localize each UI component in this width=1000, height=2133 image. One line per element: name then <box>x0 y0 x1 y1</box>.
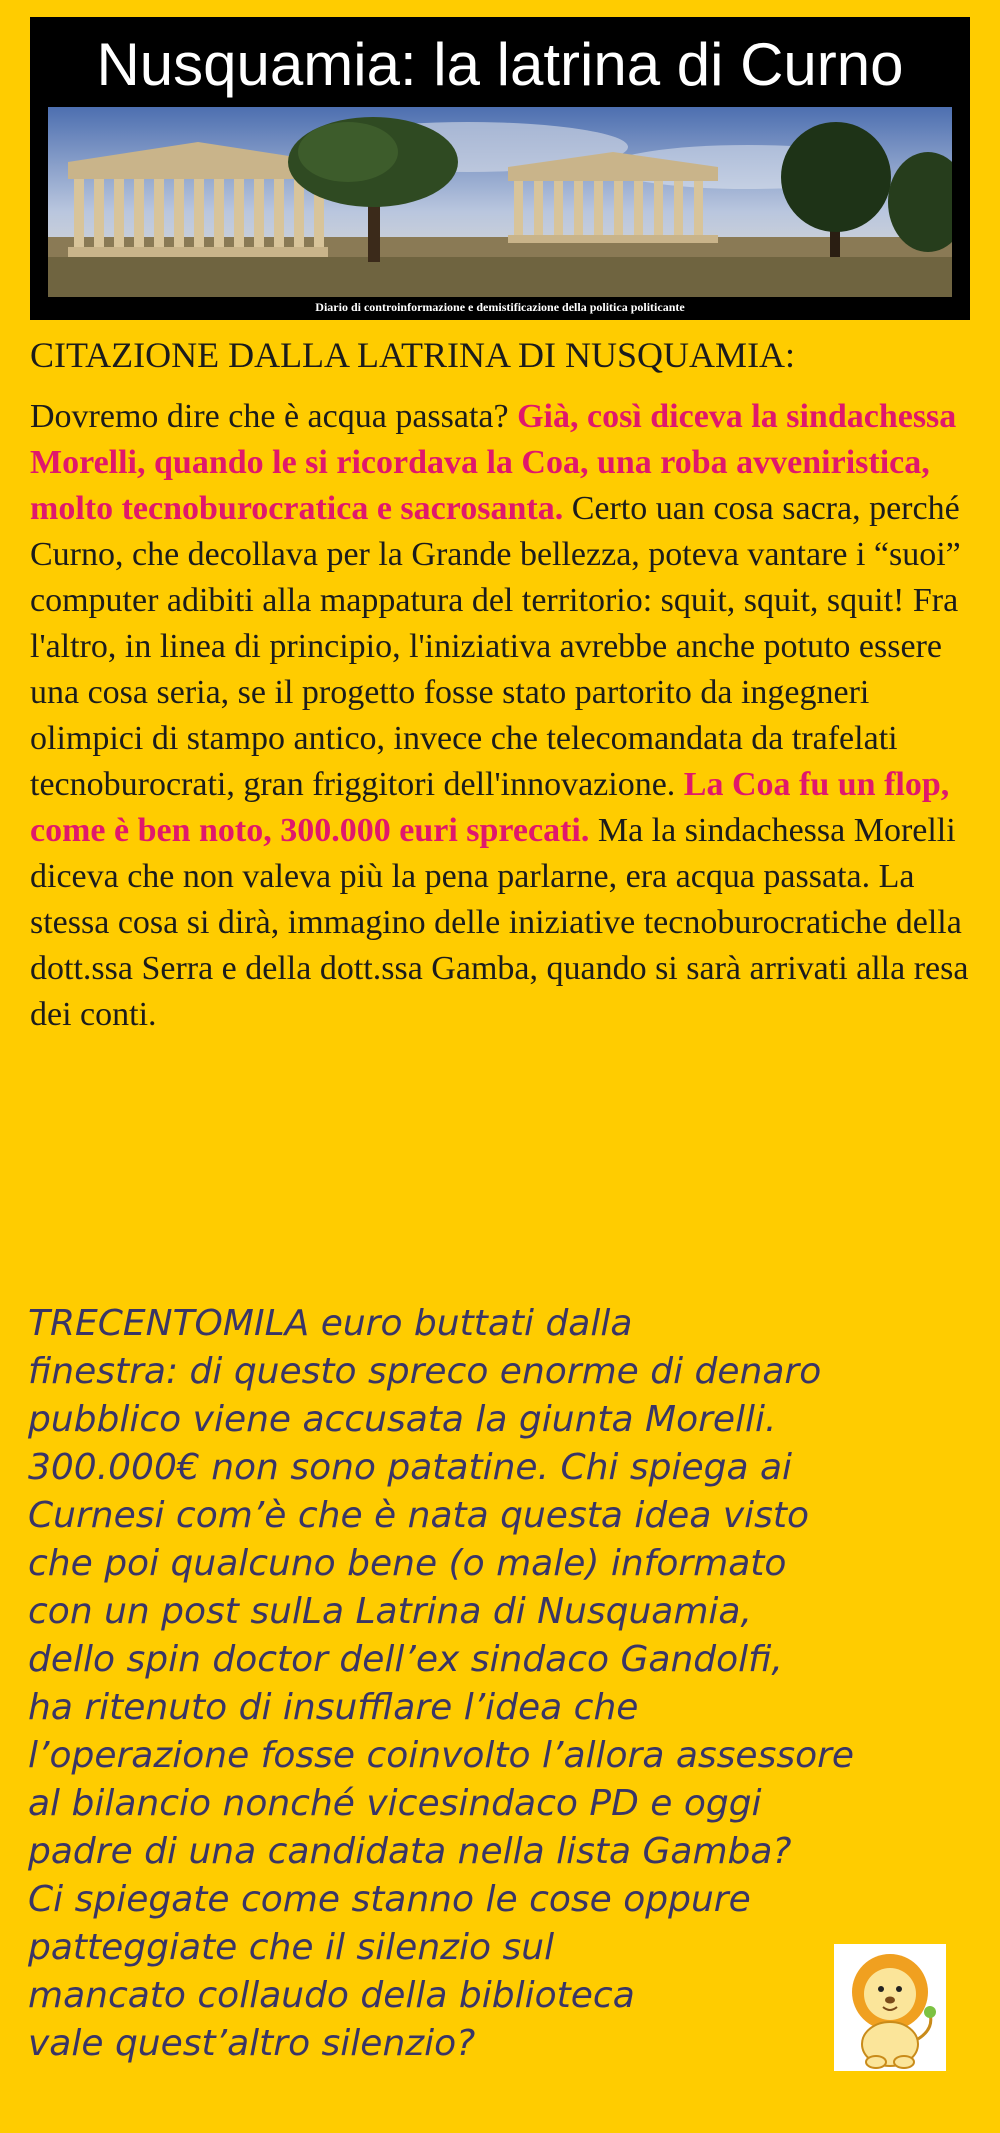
comment-line: TRECENTOMILA euro buttati dalla <box>28 1303 633 1344</box>
highlight-1: Già, così diceva la sindachessa Morelli, quando le si ricordava la Coa, una roba avveniristica, molto tecnoburocratica e sacrosanta. <box>30 398 957 527</box>
comment-line: mancato collaudo della biblioteca <box>28 1975 635 2016</box>
comment-line: pubblico viene accusata la giunta Morelli. <box>28 1399 777 1440</box>
comment-line: patteggiate che il silenzio sul <box>28 1927 555 1968</box>
article-body <box>30 394 980 1038</box>
comment-line: con un post sulLa Latrina di Nusquamia, <box>28 1591 752 1632</box>
quote-heading: CITAZIONE DALLA LATRINA DI NUSQUAMIA: <box>30 335 796 375</box>
comment-line: 300.000€ non sono patatine. Chi spiega ai <box>28 1447 793 1488</box>
comment-line: ha ritenuto di insufflare l’idea che <box>28 1687 639 1728</box>
highlight-2: La Coa fu un flop, come è ben noto, 300.000 euri sprecati. <box>30 766 950 849</box>
lion-icon <box>834 1944 946 2071</box>
banner-caption: Diario di controinformazione e demistificazione della politica politicante <box>315 300 685 314</box>
body-text-1: Dovremo dire che è acqua passata? <box>30 398 518 435</box>
banner-title: Nusquamia: la latrina di Curno <box>96 31 904 98</box>
comment-line: vale quest’altro silenzio? <box>28 2023 476 2064</box>
header-banner <box>30 17 970 320</box>
comment-line: Ci spiegate come stanno le cose oppure <box>28 1879 751 1920</box>
comment-line: l’operazione fosse coinvolto l’allora assessore <box>28 1735 855 1776</box>
comment-line: che poi qualcuno bene (o male) informato <box>28 1543 787 1584</box>
body-text-2: Certo uan cosa sacra, perché Curno, che decollava per la Grande bellezza, poteva vantare i “suoi” computer adibiti alla mappatura del territorio: squit, squit, squit! Fra l'altro, in linea di principio, l'iniziativa avrebbe anche potuto essere una cosa seria, se il progetto fosse stato partorito da ingegneri olimpici di stampo antico, invece che telecomandata da trafelati tecnoburocrati, gran friggitori dell'innovazione. <box>30 490 961 803</box>
comment-line: dello spin doctor dell’ex sindaco Gandolfi, <box>28 1639 783 1680</box>
comment-line: al bilancio nonché vicesindaco PD e oggi <box>28 1783 762 1824</box>
comment-line: padre di una candidata nella lista Gamba? <box>28 1831 792 1872</box>
temple-photo <box>48 107 952 297</box>
comment-line: finestra: di questo spreco enorme di denaro <box>28 1351 822 1392</box>
comment-line: Curnesi com’è che è nata questa idea visto <box>28 1495 810 1536</box>
body-text-3: Ma la sindachessa Morelli diceva che non valeva più la pena parlarne, era acqua passata. La stessa cosa si dirà, immagino delle iniziative tecnoburocratiche della dott.ssa Serra e della dott.ssa Gamba, quando si sarà arrivati alla resa dei conti. <box>30 812 969 1033</box>
